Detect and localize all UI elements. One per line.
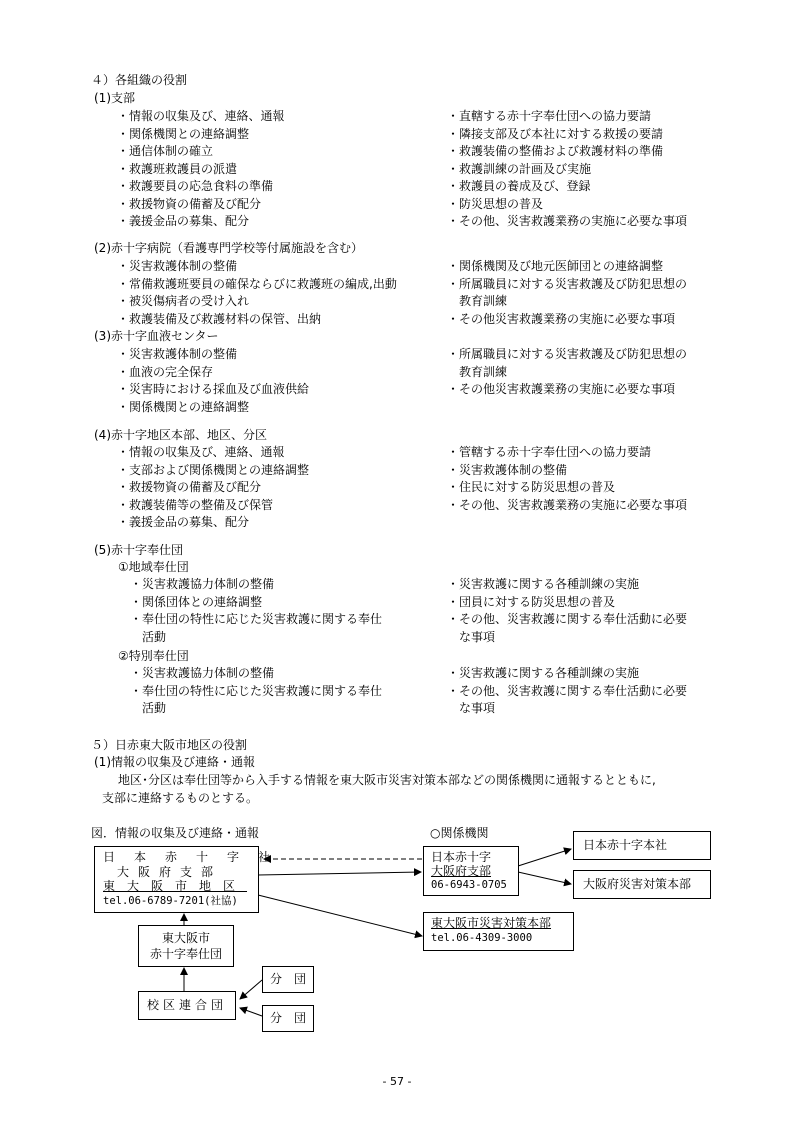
list-item: ・義援金品の募集、配分 (117, 214, 250, 228)
arrow-bundan1-to-school (240, 980, 262, 999)
list-item: ・救援物資の備蓄及び配分 (117, 480, 262, 494)
section-5-heading: ５）日赤東大阪市地区の役割 (91, 738, 248, 752)
list-item: ・その他、災害救護に関する奉仕活動に必要 (447, 612, 688, 626)
list-item: ・所属職員に対する災害救護及び防犯思想の (447, 347, 688, 361)
list-item: ・団員に対する防災思想の普及 (447, 594, 616, 609)
list-item: な事項 (447, 629, 496, 644)
sec5-paragraph-line1: 地区･分区は奉仕団等から入手する情報を東大阪市災害対策本部などの関係機関に通報するとともに, (118, 773, 656, 787)
osaka-box-line2: 大阪府支部 (431, 864, 492, 878)
branch-title: (1)支部 (94, 91, 135, 105)
city-box-line1: 東大阪市災害対策本部 (431, 916, 552, 930)
list-item: ・血液の完全保存 (117, 364, 214, 379)
list-item: な事項 (447, 701, 496, 715)
list-item: ・奉仕団の特性に応じた災害救護に関する奉仕 (130, 612, 383, 626)
list-item: ・救護装備及び救護材料の保管、出納 (117, 311, 322, 326)
list-item: ・所属職員に対する災害救護及び防犯思想の (447, 276, 688, 291)
list-item: ・関係機関及び地元医師団との連絡調整 (447, 259, 664, 273)
red-cross-hq-box: 日本赤十字本社 (573, 831, 711, 860)
bundan-box-2: 分 団 (262, 1005, 314, 1032)
arrow-to-hq (518, 849, 571, 866)
list-item: ・その他、災害救護業務の実施に必要な事項 (447, 214, 688, 228)
list-item: ・情報の収集及び、連絡、通報 (117, 445, 285, 459)
list-item: ・被災傷病者の受け入れ (117, 294, 250, 308)
list-item: ・奉仕団の特性に応じた災害救護に関する奉仕 (130, 683, 383, 698)
list-item: ・救護装備等の整備及び保管 (117, 497, 274, 512)
list-item: ・災害救護体制の整備 (117, 259, 238, 273)
osaka-branch-box (423, 846, 519, 896)
list-item: ・災害救護協力体制の整備 (130, 666, 275, 680)
list-item: ・その他、災害救護業務の実施に必要な事項 (447, 497, 688, 512)
volunteer-box-line1: 東大阪市 (161, 931, 210, 945)
list-item: ・救援物資の備蓄及び配分 (117, 196, 262, 211)
regional-volunteer-title: ①地域奉仕団 (118, 560, 189, 574)
list-item: ・管轄する赤十字奉仕団への協力要請 (447, 445, 652, 459)
page-number: - 57 - (382, 1075, 412, 1088)
district-box (94, 846, 290, 913)
figure-title: 図．情報の収集及び連絡・通報 (91, 826, 260, 840)
list-item: ・関係団体との連絡調整 (130, 594, 263, 609)
list-item: ・災害救護協力体制の整備 (130, 577, 275, 591)
city-disaster-hq-box (423, 912, 574, 951)
section-4-heading: ４）各組織の役割 (91, 73, 188, 87)
arrow-to-city-hq (258, 895, 422, 936)
list-item: ・救護班救護員の派遣 (117, 161, 238, 176)
volunteer-corps-box (138, 925, 234, 967)
spread-text: 日本赤十字社 (103, 850, 290, 864)
list-item: 教育訓練 (447, 364, 508, 379)
district-box-line3: 東大阪市地区 (103, 879, 248, 893)
city-box-tel: tel.06-4309-3000 (431, 932, 533, 944)
list-item: ・災害時における採血及び血液供給 (117, 382, 310, 396)
prefecture-disaster-hq-box: 大阪府災害対策本部 (573, 870, 711, 899)
list-item: ・隣接支部及び本社に対する救援の要請 (447, 126, 664, 141)
district-title: (4)赤十字地区本部、地区、分区 (94, 428, 267, 442)
list-item: ・その他災害救護業務の実施に必要な事項 (447, 311, 676, 326)
list-item: ・救護装備の整備および救護材料の準備 (447, 144, 664, 158)
list-item: ・救護員の養成及び、登録 (447, 179, 591, 193)
list-item: ・災害救護に関する各種訓練の実施 (447, 666, 640, 680)
list-item: ・災害救護体制の整備 (117, 347, 238, 361)
bundan-box-1: 分 団 (262, 966, 314, 993)
list-item: ・直轄する赤十字奉仕団への協力要請 (447, 109, 652, 123)
osaka-box-line1: 日本赤十字 (431, 850, 492, 864)
list-item: ・関係機関との連絡調整 (117, 399, 250, 414)
list-item: ・住民に対する防災思想の普及 (447, 480, 616, 494)
sec5-sub-title: (1)情報の収集及び連絡・通報 (94, 755, 255, 769)
related-agencies-label: ○関係機関 (430, 826, 489, 840)
sec5-paragraph-line2: 支部に連絡するものとする。 (102, 791, 259, 805)
list-item: 活動 (130, 629, 167, 644)
list-item: 活動 (130, 701, 167, 715)
list-item: ・支部および関係機関との連絡調整 (117, 462, 310, 477)
list-item: ・救護訓練の計画及び実施 (447, 161, 592, 176)
list-item: ・義援金品の募集、配分 (117, 515, 250, 529)
blood-center-title: (3)赤十字血液センター (94, 329, 219, 343)
list-item: ・その他、災害救護に関する奉仕活動に必要 (447, 683, 688, 698)
list-item: 教育訓練 (447, 294, 508, 308)
list-item: ・関係機関との連絡調整 (117, 126, 250, 141)
special-volunteer-title: ②特別奉仕団 (118, 649, 189, 663)
list-item: ・常備救護班要員の確保ならびに救護班の編成,出動 (117, 276, 397, 291)
hospital-title: (2)赤十字病院（看護専門学校等付属施設を含む） (94, 241, 363, 255)
district-box-tel: tel.06-6789-7201(社協) (103, 894, 238, 907)
list-item: ・災害救護に関する各種訓練の実施 (447, 577, 640, 591)
list-item: ・その他災害救護業務の実施に必要な事項 (447, 382, 676, 396)
arrow-bundan2-to-school (240, 1008, 262, 1016)
arrow-to-pref (518, 872, 571, 884)
list-item: ・情報の収集及び、連絡、通報 (117, 109, 285, 123)
arrow-to-osaka-branch (258, 872, 421, 875)
osaka-box-tel: 06-6943-0705 (431, 879, 507, 891)
list-item: ・災害救護体制の整備 (447, 462, 568, 477)
list-item: ・通信体制の確立 (117, 144, 214, 158)
list-item: ・防災思想の普及 (447, 196, 544, 211)
district-box-line2: 大阪府支部 (117, 864, 223, 879)
school-district-box: 校区連合団 (138, 991, 236, 1020)
volunteer-title: (5)赤十字奉仕団 (94, 543, 183, 557)
list-item: ・救護要員の応急食料の準備 (117, 179, 274, 193)
volunteer-box-line2: 赤十字奉仕団 (149, 947, 222, 961)
district-box-line1 (103, 850, 290, 865)
